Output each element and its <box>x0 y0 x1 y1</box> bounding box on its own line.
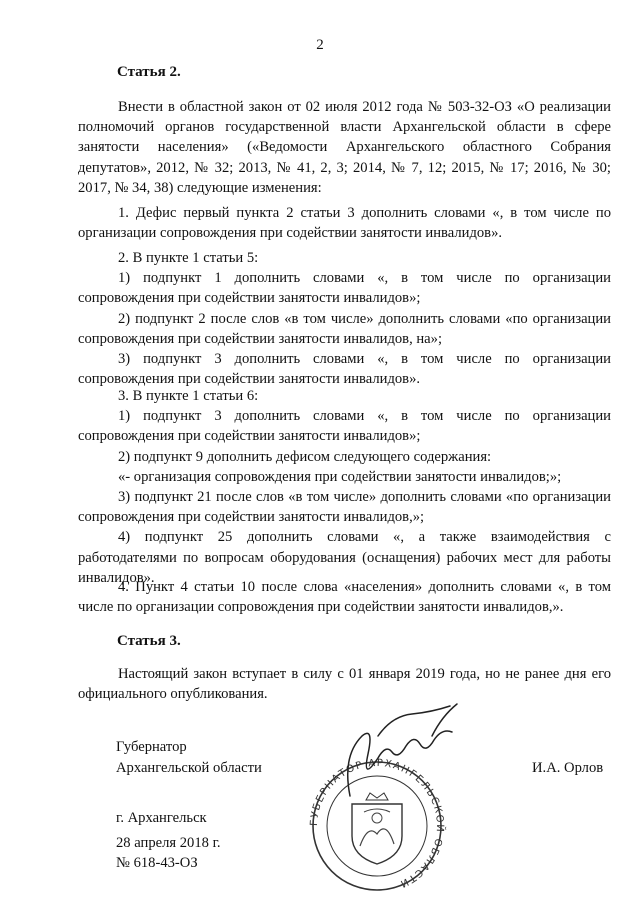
point-2-line: 1) подпункт 1 дополнить словами «, в том числе по организации сопровождения при содействии занятости инвалидов»; <box>78 270 611 307</box>
article-2-point-3 <box>78 386 611 588</box>
article-3-text: Настоящий закон вступает в силу с 01 января 2019 года, но не ранее дня его официального опубликования. <box>78 666 611 703</box>
article-2-heading: Статья 2. <box>117 64 181 80</box>
article-2-point-2 <box>78 248 611 389</box>
point-3-line: 3) подпункт 21 после слов «в том числе» дополнить словами «по организации сопровождения при содействии занятости инвалидов,»; <box>78 489 611 526</box>
point-2-line: 3) подпункт 3 дополнить словами «, в том числе по организации сопровождения при содействии занятости инвалидов». <box>78 351 611 388</box>
point-1-text: 1. Дефис первый пункта 2 статьи 3 дополнить словами «, в том числе по организации сопровождения при содействии занятости инвалидов». <box>78 205 611 242</box>
coat-of-arms-icon <box>352 793 402 864</box>
article-2-point-4 <box>78 577 611 617</box>
law-number: № 618-43-ОЗ <box>116 855 198 871</box>
position-line-2: Архангельской области <box>116 760 262 776</box>
point-3-line: «- организация сопровождения при содействии занятости инвалидов;»; <box>118 468 562 485</box>
city: г. Архангельск <box>116 810 207 826</box>
law-date-block <box>116 833 221 873</box>
seal-text: ГУБЕРНАТОР АРХАНГЕЛЬСКОЙ ОБЛАСТИ <box>308 757 446 890</box>
point-2-line: 2. В пункте 1 статьи 5: <box>118 250 259 266</box>
article-3-heading: Статья 3. <box>117 633 181 649</box>
article-2-point-1 <box>78 203 611 243</box>
point-3-line: 3. В пункте 1 статьи 6: <box>118 388 259 404</box>
handwritten-signature <box>348 704 457 796</box>
point-2-line: 2) подпункт 2 после слов «в том числе» дополнить словами «по организации сопровождения при содействии занятости инвалидов, на»; <box>78 310 611 347</box>
page-number: 2 <box>316 37 324 53</box>
point-3-line: 4) подпункт 25 дополнить словами «, а также взаимодействия с работодателями по вопросам оборудования (оснащения) рабочих мест для работы инвалидов». <box>78 529 611 586</box>
position-line-1: Губернатор <box>116 739 187 755</box>
article-2-intro-text: Внести в областной закон от 02 июля 2012 года № 503-32-ОЗ «О реализации полномочий органов государственной власти Архангельской области в сфере занятости населения» («Ведомости Архангельского областного Собрания депутатов», 2012, № 32; 2013, № 41, 2, 3; 2014, № 7, 12; 2015, № 17; 2016, № 30; 2017, № 34, 38) следующие изменения: <box>78 99 611 196</box>
point-3-line: 1) подпункт 3 дополнить словами «, в том числе по организации сопровождения при содействии занятости инвалидов»; <box>78 408 611 445</box>
governor-title <box>116 737 262 779</box>
point-4-text: 4. Пункт 4 статьи 10 после слова «населения» дополнить словами «, в том числе по организации сопровождения при содействии занятости инвалидов,». <box>78 579 611 616</box>
point-3-line: 2) подпункт 9 дополнить дефисом следующего содержания: <box>118 448 492 465</box>
law-date: 28 апреля 2018 г. <box>116 835 221 851</box>
article-2-intro <box>78 97 611 198</box>
official-seal-stamp <box>282 696 462 896</box>
governor-name: И.А. Орлов <box>532 760 604 776</box>
